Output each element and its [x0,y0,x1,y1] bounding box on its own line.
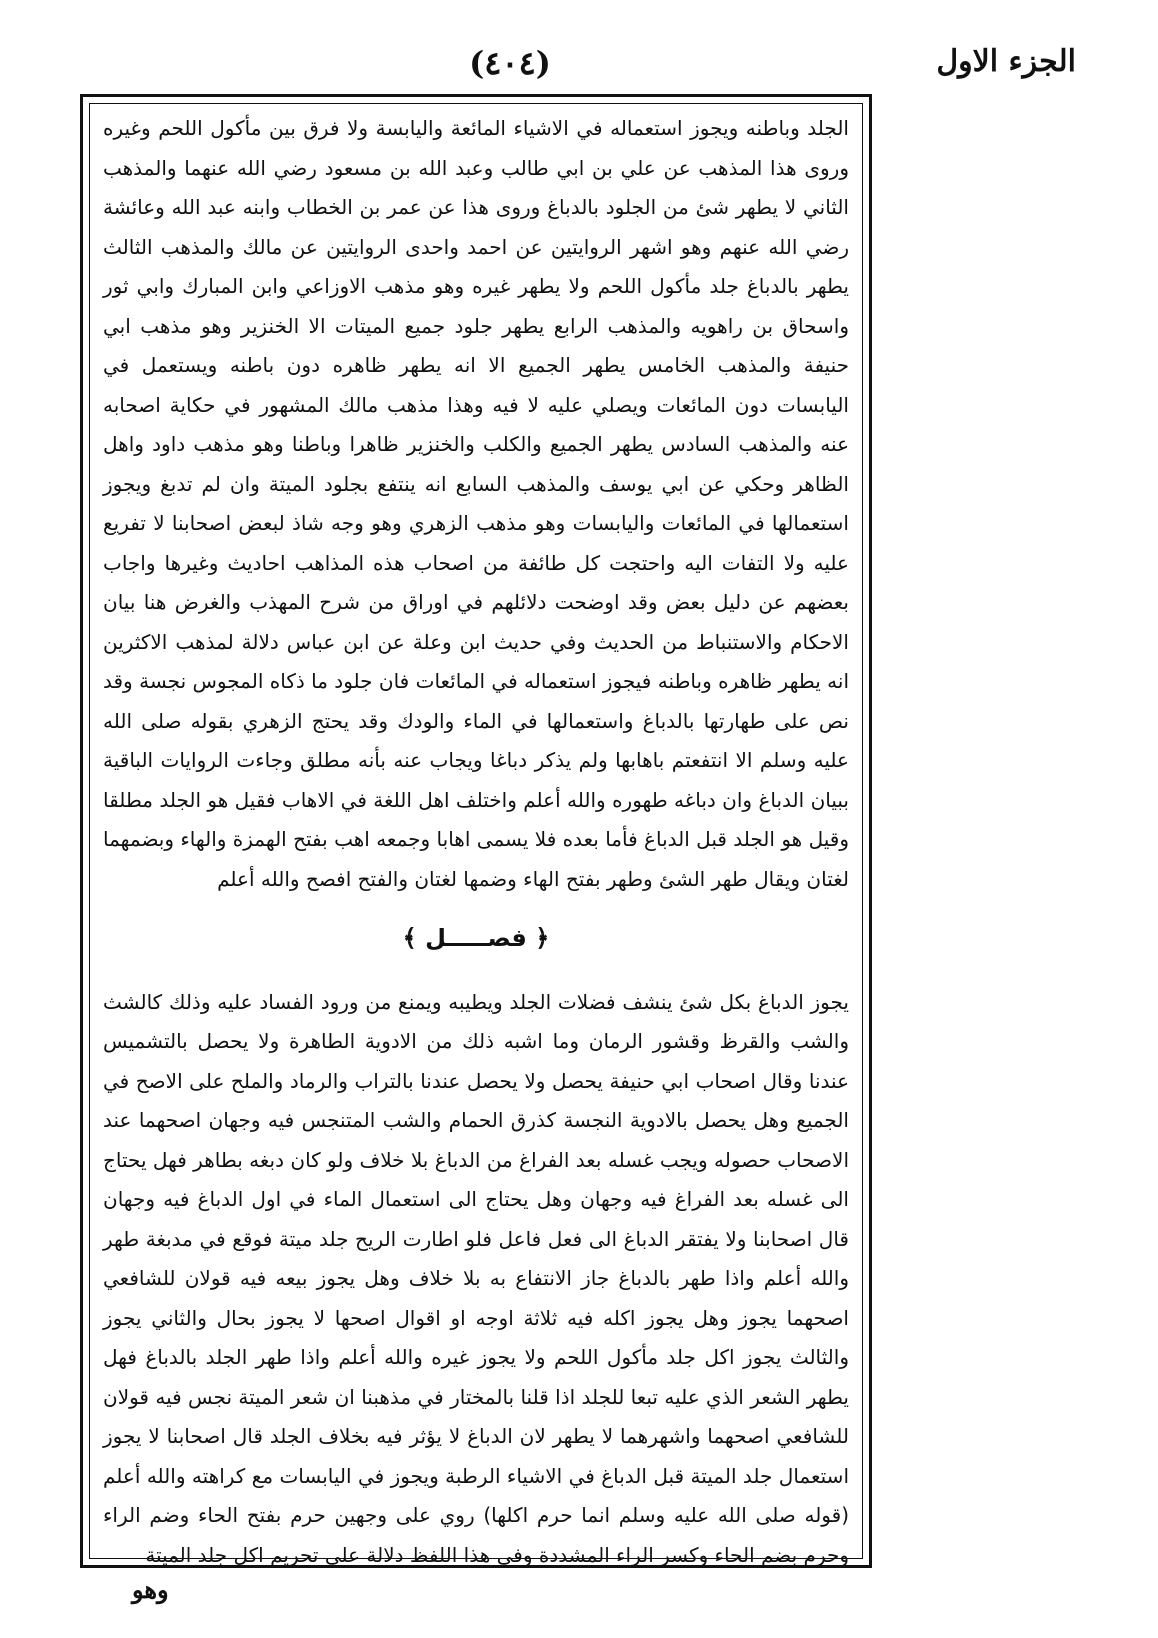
body-paragraph: الجلد وباطنه ويجوز استعماله في الاشياء المائعة واليابسة ولا فرق بين مأكول اللحم وغيره وروى هذا المذهب عن علي بن ابي طالب وعبد الله بن مسعود رضي الله عنهما والمذهب الثاني لا يطهر شئ من الجلود بالدباغ وروى هذا عن عمر بن الخطاب وابنه عبد الله وعائشة رضي الله عنهم وهو اشهر الروايتين عن احمد واحدى الروايتين عن مالك والمذهب الثالث يطهر بالدباغ جلد مأكول اللحم ولا يطهر غيره وهو مذهب الاوزاعي وابن المبارك وابي ثور واسحاق بن راهويه والمذهب الرابع يطهر جلود جميع الميتات الا الخنزير وهو مذهب ابي حنيفة والمذهب الخامس يطهر الجميع الا انه يطهر ظاهره دون باطنه ويستعمل في اليابسات دون المائعات ويصلي عليه لا فيه وهذا مذهب مالك المشهور في حكاية اصحابه عنه والمذهب السادس يطهر الجميع والكلب والخنزير ظاهرا وباطنا وهو مذهب داود واهل الظاهر وحكي عن ابي يوسف والمذهب السابع انه ينتفع بجلود الميتة وان لم تدبغ ويجوز استعمالها في المائعات واليابسات وهو مذهب الزهري وهو وجه شاذ لبعض اصحابنا لا تفريع عليه ولا التفات اليه واحتجت كل طائفة من اصحاب هذه المذاهب احاديث وغيرها واجاب بعضهم عن دليل بعض وقد اوضحت دلائلهم في اوراق من شرح المهذب والغرض هنا بيان الاحكام والاستنباط من الحديث وفي حديث ابن وعلة عن ابن عباس دلالة لمذهب الاكثرين انه يطهر ظاهره وباطنه فيجوز استعماله في المائعات فان جلود ما ذكاه المجوس نجسة وقد نص على طهارتها بالدباغ واستعمالها في الماء والودك وقد يحتج الزهري بقوله صلى الله عليه وسلم الا انتفعتم باهابها ولم يذكر دباغا ويجاب عنه بأنه مطلق وجاءت الروايات الباقية ببيان الدباغ وان دباغه طهوره والله أعلم واختلف اهل اللغة في الاهاب فقيل هو الجلد مطلقا وقيل هو الجلد قبل الدباغ فأما بعده فلا يسمى اهابا وجمعه اهب بفتح الهمزة والهاء وبضمهما لغتان ويقال طهر الشئ وطهر بفتح الهاء وضمها لغتان والفتح افصح والله أعلم [103,116,849,891]
page-number: (٤٠٤) [469,44,551,82]
catchword: وهو [132,1575,169,1604]
part-label: الجزء الاول [936,44,1076,79]
body-paragraph: يجوز الدباغ بكل شئ ينشف فضلات الجلد ويطيبه ويمنع من ورود الفساد عليه وذلك كالشث والشب والقرظ وقشور الرمان وما اشبه ذلك من الادوية الطاهرة ولا يحصل بالتشميس عندنا وقال اصحاب ابي حنيفة يحصل ولا يحصل عندنا بالتراب والرماد والملح على الاصح في الجميع وهل يحصل بالادوية النجسة كذرق الحمام والشب المتنجس فيه وجهان اصحهما عند الاصحاب حصوله ويجب غسله بعد الفراغ من الدباغ بلا خلاف ولو كان دبغه بطاهر فهل يحتاج الى غسله بعد الفراغ فيه وجهان وهل يحتاج الى استعمال الماء في اول الدباغ فيه وجهان قال اصحابنا ولا يفتقر الدباغ الى فعل فاعل فلو اطارت الريح جلد ميتة فوقع في مدبغة طهر والله أعلم واذا طهر بالدباغ جاز الانتفاع به بلا خلاف وهل يجوز بيعه فيه قولان للشافعي اصحهما يجوز وهل يجوز اكله فيه ثلاثة اوجه او اقوال اصحها لا يجوز بحال والثاني يجوز والثالث يجوز اكل جلد مأكول اللحم ولا يجوز غيره والله أعلم واذا طهر الجلد بالدباغ فهل يطهر الشعر الذي عليه تبعا للجلد اذا قلنا بالمختار في مذهبنا ان شعر الميتة نجس فيه قولان للشافعي اصحهما واشهرهما لا يطهر لان الدباغ لا يؤثر فيه بخلاف الجلد قال اصحابنا لا يجوز استعمال جلد الميتة قبل الدباغ في الاشياء الرطبة ويجوز في اليابسات مع كراهته والله أعلم (قوله صلى الله عليه وسلم انما حرم اكلها) روي على وجهين حرم بفتح الحاء وضم الراء وحرم بضم الحاء وكسر الراء المشددة وفي هذا اللفظ دلالة على تحريم اكل جلد الميتة [103,989,849,1567]
page-header [80,44,1080,94]
text-frame [80,94,872,1568]
main-text [103,109,849,1567]
section-heading: ﴿ فصـــــل ﴾ [402,924,550,952]
